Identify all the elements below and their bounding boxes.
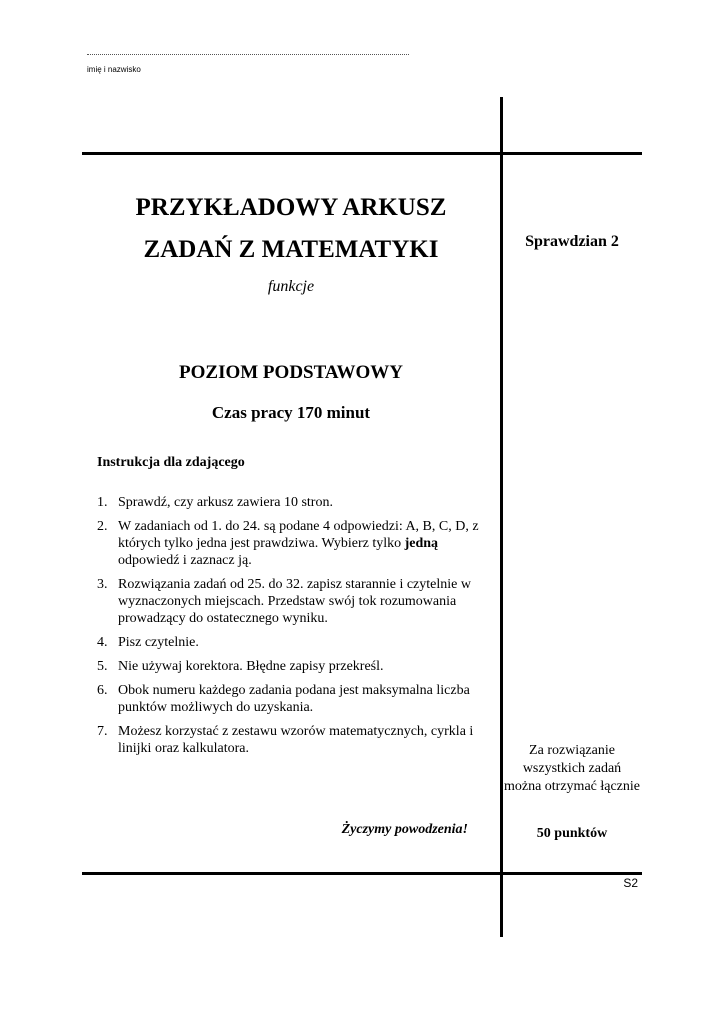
bottom-divider bbox=[82, 872, 642, 875]
list-item bbox=[97, 634, 492, 651]
good-luck-text: Życzymy powodzenia! bbox=[341, 822, 468, 837]
item-text-after: odpowiedź i zaznacz ją. bbox=[118, 553, 252, 568]
item-number: 2. bbox=[97, 519, 108, 534]
item-text: Obok numeru każdego zadania podana jest maksymalna liczba punktów możliwych do uzyskania. bbox=[118, 683, 470, 715]
item-text: Sprawdź, czy arkusz zawiera 10 stron. bbox=[118, 495, 333, 510]
item-text: W zadaniach od 1. do 24. są podane 4 odpowiedzi: A, B, C, D, z których tylko jedna jest prawdziwa. Wybierz tylko bbox=[118, 519, 479, 551]
name-label: imię i nazwisko bbox=[87, 65, 141, 74]
item-number: 4. bbox=[97, 635, 108, 650]
item-bold-text: jedną bbox=[404, 536, 439, 551]
list-item bbox=[97, 658, 492, 675]
points-note: Za rozwiązanie wszystkich zadań można otrzymać łącznie bbox=[503, 743, 641, 794]
top-divider bbox=[82, 152, 642, 155]
list-item bbox=[97, 518, 492, 569]
item-text: Pisz czytelnie. bbox=[118, 635, 199, 650]
level-heading: POZIOM PODSTAWOWY bbox=[179, 362, 403, 383]
time-limit: Czas pracy 170 minut bbox=[211, 403, 371, 422]
list-item bbox=[97, 723, 492, 757]
item-number: 3. bbox=[97, 577, 108, 592]
total-points: 50 punktów bbox=[536, 826, 608, 841]
item-text: Możesz korzystać z zestawu wzorów matematycznych, cyrkla i linijki oraz kalkulatora. bbox=[118, 724, 474, 756]
test-title: Sprawdzian 2 bbox=[525, 233, 619, 250]
vertical-divider bbox=[500, 97, 503, 937]
item-number: 5. bbox=[97, 659, 108, 674]
item-number: 7. bbox=[97, 724, 108, 739]
topic-subtitle: funkcje bbox=[267, 278, 315, 295]
list-item bbox=[97, 682, 492, 716]
list-item bbox=[97, 576, 492, 627]
instructions-heading: Instrukcja dla zdającego bbox=[97, 455, 245, 470]
item-number: 1. bbox=[97, 495, 108, 510]
title-line-1: PRZYKŁADOWY ARKUSZ bbox=[135, 194, 447, 221]
list-item bbox=[97, 494, 492, 511]
item-text: Rozwiązania zadań od 25. do 32. zapisz starannie i czytelnie w wyznaczonych miejscach. Przedstaw swój tok rozumowania prowadzący do ostatecznego wyniku. bbox=[118, 577, 471, 626]
instructions-list bbox=[97, 494, 492, 764]
item-number: 6. bbox=[97, 683, 108, 698]
title-line-2: ZADAŃ Z MATEMATYKI bbox=[143, 236, 439, 263]
name-dotted-line bbox=[87, 54, 409, 55]
page-number: S2 bbox=[623, 876, 638, 890]
item-text: Nie używaj korektora. Błędne zapisy przekreśl. bbox=[118, 659, 384, 674]
